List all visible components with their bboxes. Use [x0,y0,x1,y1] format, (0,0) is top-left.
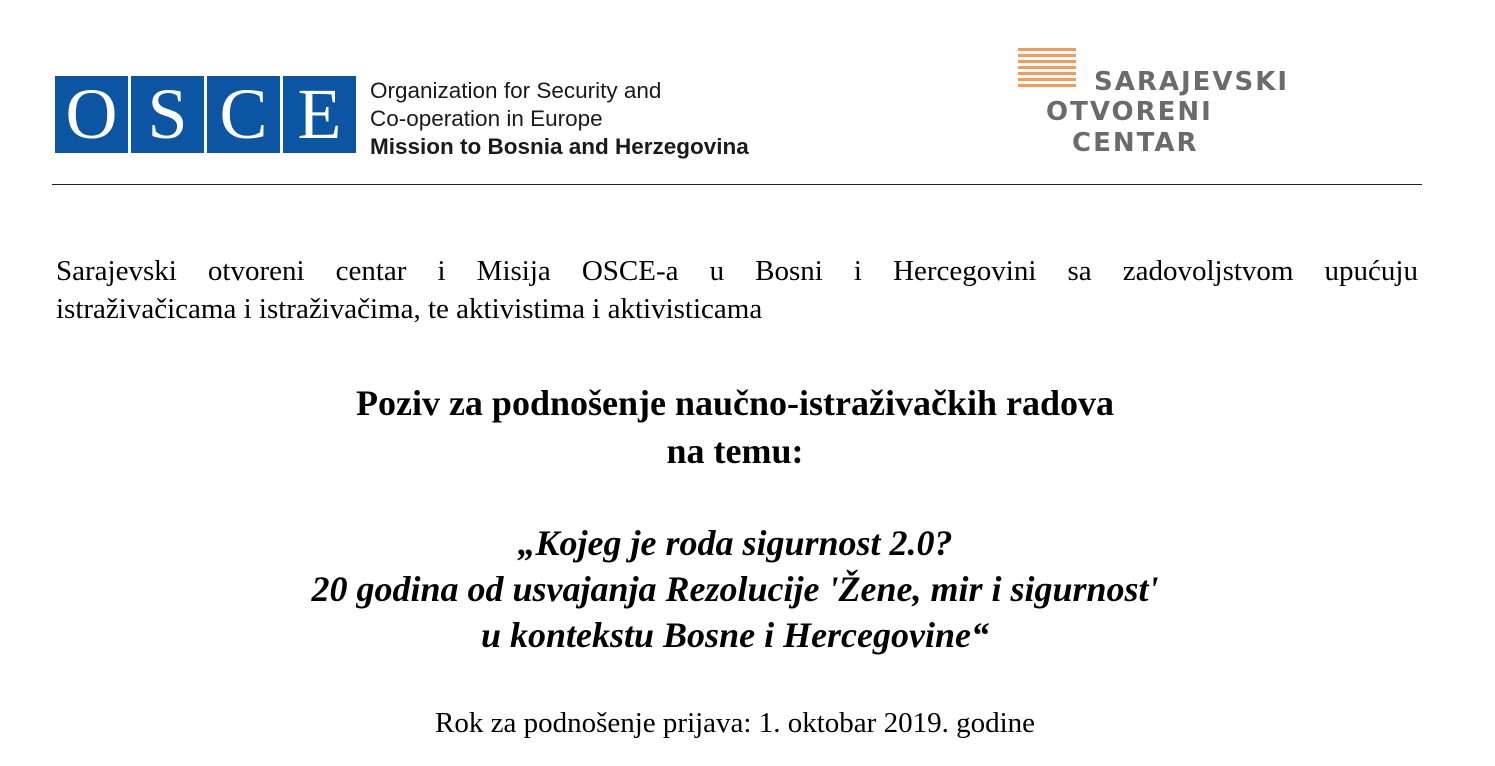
osce-letter-c: C [207,76,280,153]
osce-name-line2: Co-operation in Europe [370,106,603,131]
theme-title [0,520,1470,658]
header-divider [52,184,1422,185]
osce-letter-e: E [283,76,356,153]
osce-logo [55,76,749,161]
call-heading [0,379,1470,475]
osce-name-line1: Organization for Security and [370,78,662,103]
soc-line1: SARAJEVSKI [1094,67,1290,97]
intro-line2: istraživačicama i istraživačima, te aktivistima i aktivisticama [56,293,763,325]
osce-mission-line: Mission to Bosnia and Herzegovina [370,134,749,159]
soc-line2: OTVORENI [1046,97,1213,127]
osce-logo-text [370,77,749,161]
osce-letter-boxes [55,76,356,153]
theme-line2: 20 godina od usvajanja Rezolucije 'Žene, mir i sigurnost' [311,569,1159,609]
call-heading-line2: na temu: [666,431,804,471]
soc-line3: CENTAR [1072,128,1199,158]
intro-paragraph [56,252,1426,328]
submission-deadline: Rok za podnošenje prijava: 1. oktobar 2019. godine [434,707,1035,739]
call-heading-line1: Poziv za podnošenje naučno-istraživačkih radova [355,383,1114,423]
intro-line1: Sarajevski otvoreni centar i Misija OSCE-a u Bosni i Hercegovini sa zadovoljstvom upućuju [56,255,1418,287]
theme-line3: u kontekstu Bosne i Hercegovine“ [480,615,989,655]
theme-line1: „Kojeg je roda sigurnost 2.0? [517,523,953,563]
soc-stripes-icon [1018,48,1076,90]
osce-letter-o: O [55,76,128,153]
osce-letter-s: S [131,76,204,153]
